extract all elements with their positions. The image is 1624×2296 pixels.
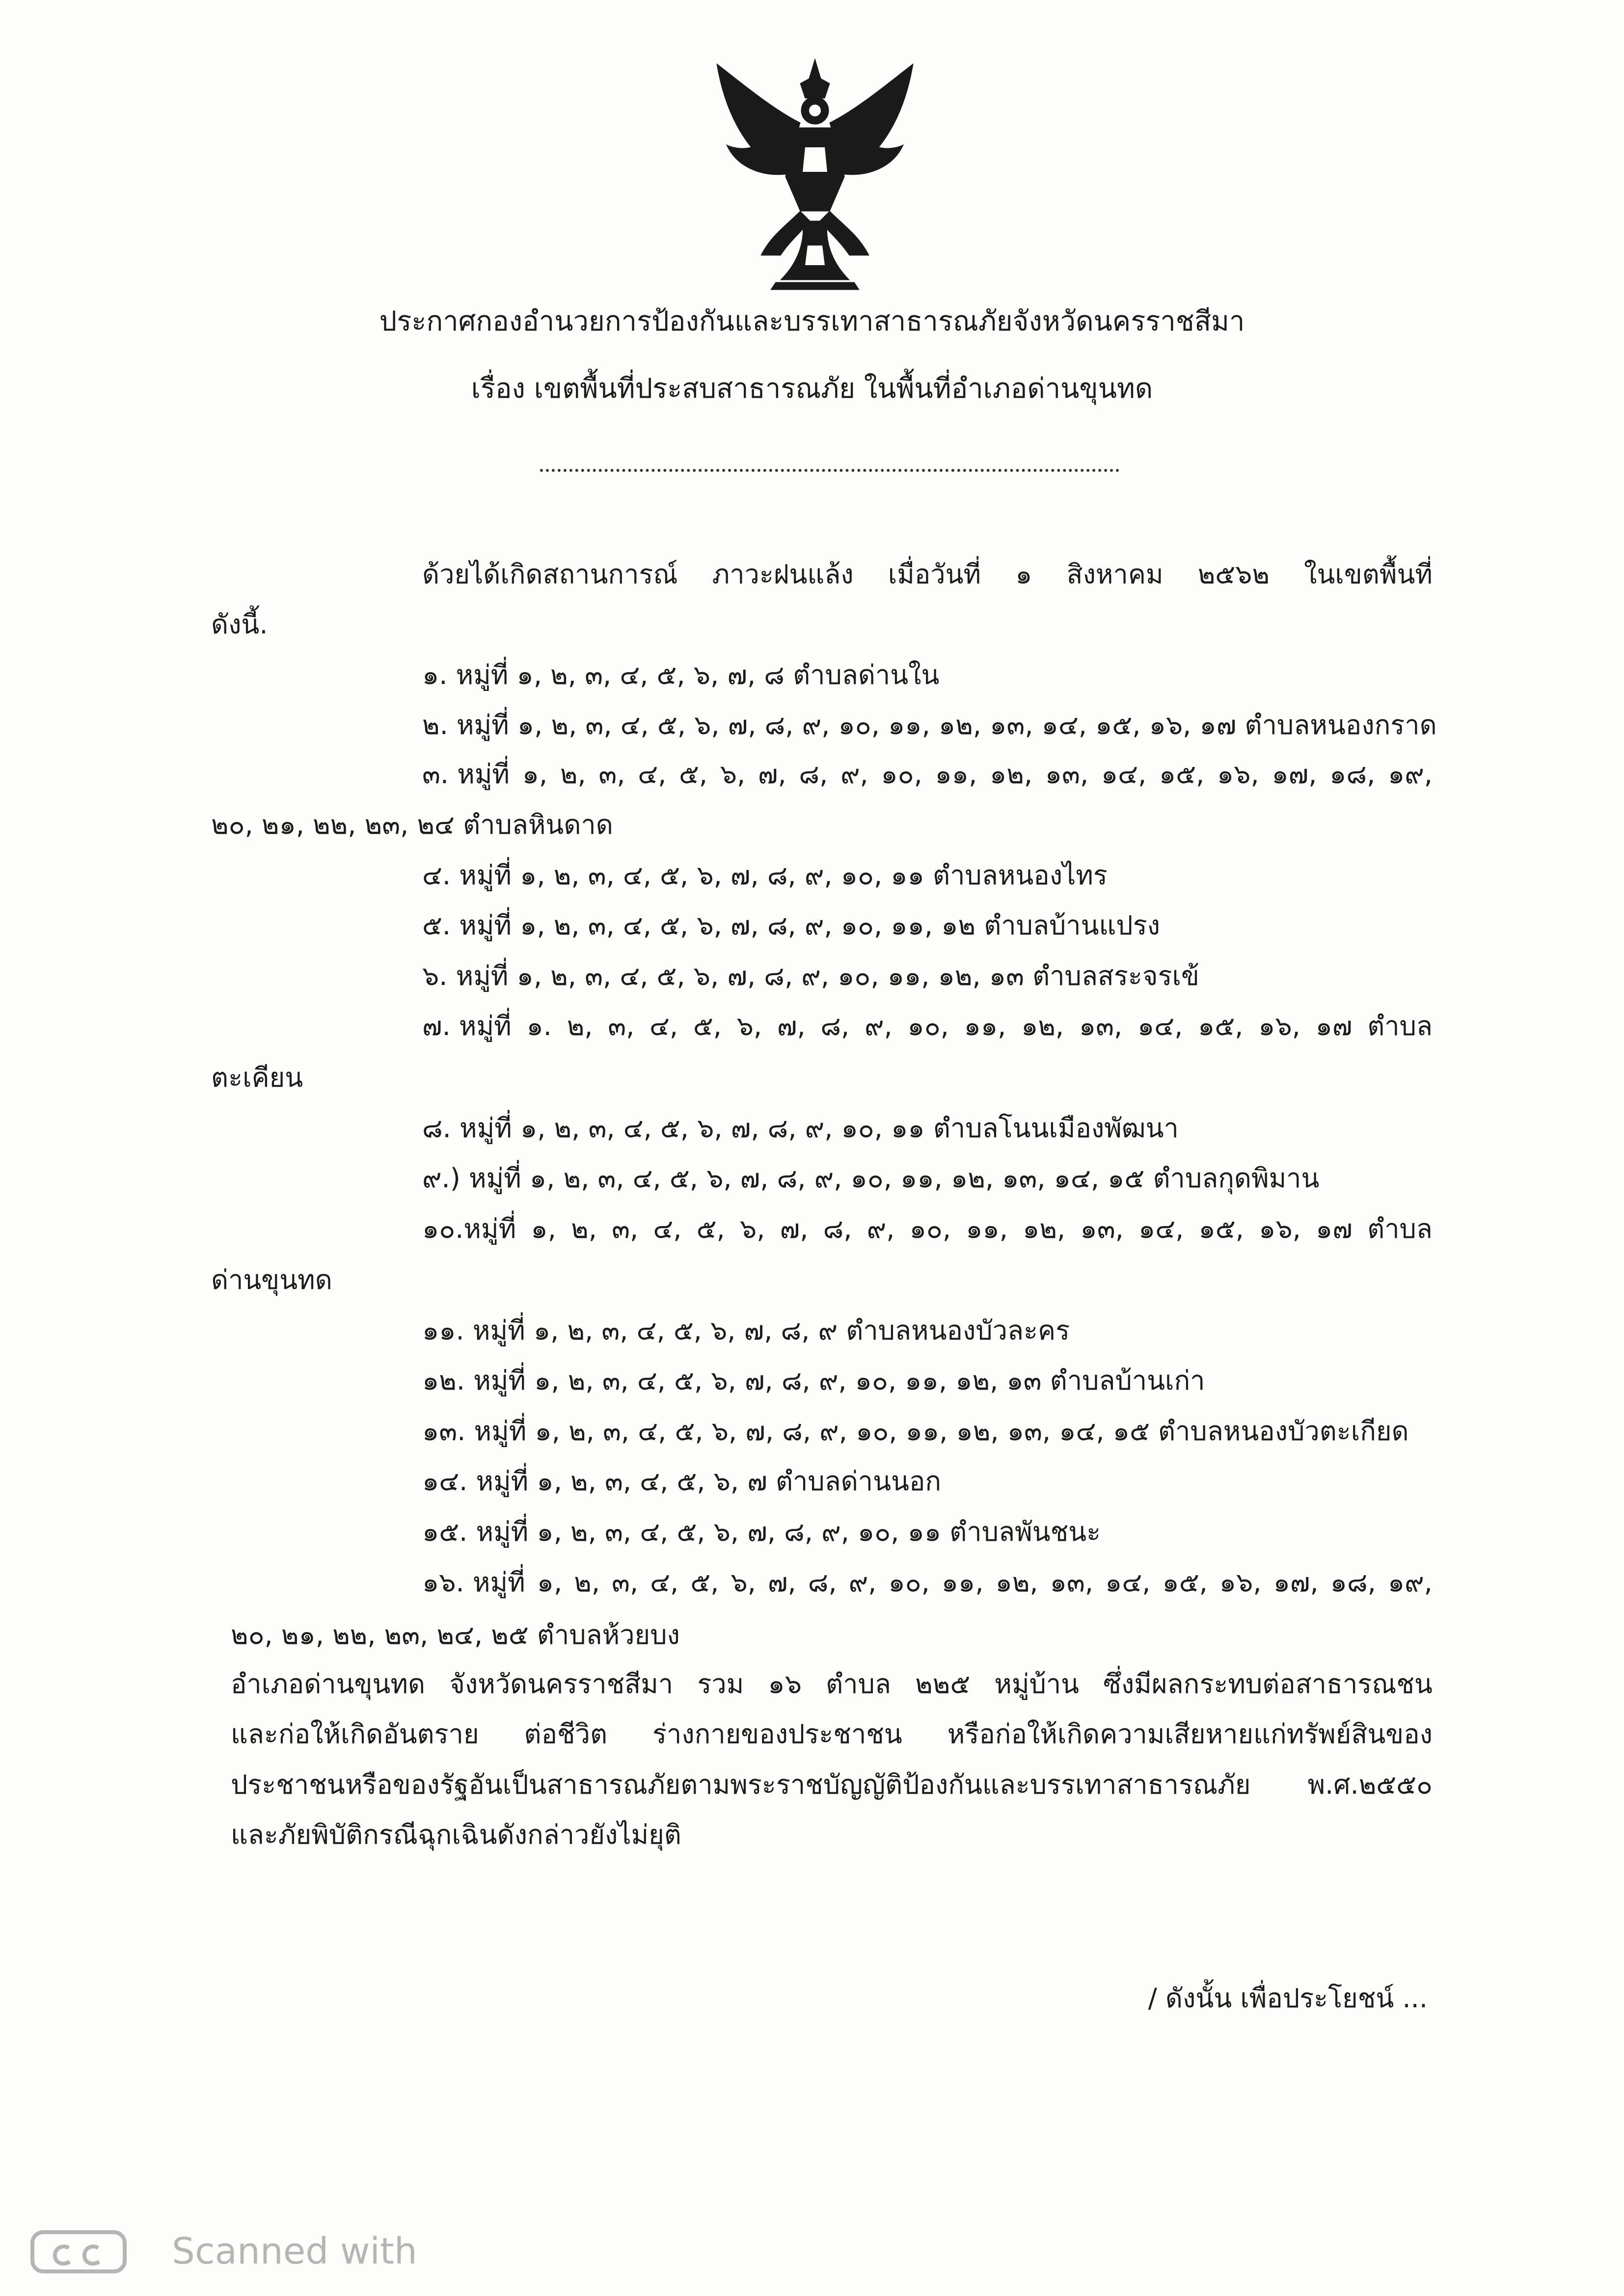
intro-word: เมื่อวันที่ xyxy=(888,559,981,590)
item-part: ๑๒, xyxy=(989,759,1033,790)
item-part: ๖, xyxy=(739,1213,765,1244)
intro-word: ภาวะฝนแล้ง xyxy=(712,559,854,590)
announcement-subject: เรื่อง เขตพื้นที่ประสบสาธารณภัย ในพื้นที่อำเภอด่านขุนทด xyxy=(471,373,1153,405)
item-part: ๑๐, xyxy=(909,1213,951,1244)
list-item: ๒. หมู่ที่ ๑, ๒, ๓, ๔, ๕, ๖, ๗, ๘, ๙, ๑๐, ๑๑, ๑๒, ๑๓, ๑๔, ๑๕, ๑๖, ๑๗ ตำบลหนองกราด xyxy=(422,710,1437,740)
item-part: ๖, xyxy=(720,759,746,790)
summary-line xyxy=(231,1665,1433,1704)
item-part: ๖, xyxy=(731,1567,756,1598)
item-part: ๑๑, xyxy=(964,1011,1006,1041)
summary-word: ร่างกายของประชาชน xyxy=(652,1719,902,1749)
item-part: ๒, xyxy=(571,1213,597,1244)
list-item: ๑๒. หมู่ที่ ๑, ๒, ๓, ๔, ๕, ๖, ๗, ๘, ๙, ๑๐, ๑๑, ๑๒, ๑๓ ตำบลบ้านเก่า xyxy=(422,1365,1205,1396)
intro-word: ๑ xyxy=(1015,559,1032,590)
camscanner-logo-icon xyxy=(29,2229,128,2273)
item-part: ๑๖, xyxy=(1259,1213,1301,1244)
item-part: ๑๑, xyxy=(935,759,977,790)
item-part: ๑๓, xyxy=(1050,1567,1094,1598)
intro-word: ในเขตพื้นที่ xyxy=(1304,559,1433,590)
item-part: ๔, xyxy=(650,1567,679,1598)
item-part: ๙, xyxy=(866,1213,895,1244)
item-part: ๗, xyxy=(777,1011,806,1041)
item-part: ๑๑, xyxy=(966,1213,1008,1244)
scanner-watermark xyxy=(25,2229,1596,2273)
item-part: ตำบล xyxy=(1367,1213,1433,1244)
item-part: ๓, xyxy=(598,759,625,790)
item-part: ๔, xyxy=(650,1011,678,1041)
list-item: ๑๕. หมู่ที่ ๑, ๒, ๓, ๔, ๕, ๖, ๗, ๘, ๙, ๑๐, ๑๑ ตำบลพันชนะ xyxy=(422,1516,1101,1547)
item-part: ๑๗ xyxy=(1315,1011,1353,1041)
list-item-continuation: ตะเคียน xyxy=(211,1062,303,1093)
item-part: ๕, xyxy=(696,1213,725,1244)
summary-word: ซึ่งมีผลกระทบต่อสาธารณชน xyxy=(1103,1668,1433,1699)
item-part: ๕, xyxy=(693,1011,722,1041)
item-part: ๓, xyxy=(612,1567,639,1598)
item-part: ๑๖. หมู่ที่ xyxy=(422,1567,525,1598)
summary-word: ประชาชนหรือของรัฐอันเป็นสาธารณภัยตามพระราชบัญญัติป้องกันและบรรเทาสาธารณภัย xyxy=(231,1769,1251,1800)
item-part: ๕, xyxy=(690,1567,719,1598)
summary-word: พ.ศ.๒๕๕๐ xyxy=(1307,1769,1433,1800)
intro-word: ด้วยได้เกิดสถานการณ์ xyxy=(422,559,678,590)
item-part: ๑๕, xyxy=(1159,759,1205,790)
item-part: ๑๗, xyxy=(1273,1567,1319,1598)
item-part: ๔, xyxy=(638,759,667,790)
item-part: ๑, xyxy=(537,1567,563,1598)
item-part: ๙, xyxy=(864,1011,893,1041)
item-part: ๑๓, xyxy=(1080,1213,1124,1244)
list-item: ๘. หมู่ที่ ๑, ๒, ๓, ๔, ๕, ๖, ๗, ๘, ๙, ๑๐, ๑๑ ตำบลโนนเมืองพัฒนา xyxy=(422,1113,1179,1144)
summary-word: ต่อชีวิต xyxy=(524,1719,608,1749)
item-part: ๑๓, xyxy=(1045,759,1089,790)
item-part: ๑๙, xyxy=(1387,759,1433,790)
item-part: ๑๐, xyxy=(907,1011,949,1041)
item-part: ๑๙, xyxy=(1387,1567,1433,1598)
item-part: ตำบล xyxy=(1367,1011,1433,1041)
intro-word: ๒๕๖๒ xyxy=(1197,559,1270,590)
item-part: ๑๐.หมู่ที่ xyxy=(422,1213,516,1244)
summary-word: และก่อให้เกิดอันตราย xyxy=(231,1719,479,1749)
list-item: ๑. หมู่ที่ ๑, ๒, ๓, ๔, ๕, ๖, ๗, ๘ ตำบลด่านใน xyxy=(422,659,940,690)
list-item xyxy=(422,1563,1433,1602)
item-part: ๘, xyxy=(808,1567,837,1598)
item-part: ๔, xyxy=(653,1213,682,1244)
item-part: ๒, xyxy=(574,1567,600,1598)
item-part: ๑๔, xyxy=(1101,759,1147,790)
item-part: ๗, xyxy=(758,759,786,790)
item-part: ๑, xyxy=(531,1213,556,1244)
item-part: ๗, xyxy=(780,1213,809,1244)
item-part: ๑๖, xyxy=(1217,759,1259,790)
item-part: ๘, xyxy=(799,759,828,790)
list-item-continuation: ๒๐, ๒๑, ๒๒, ๒๓, ๒๔ ตำบลหินดาด xyxy=(211,809,613,840)
summary-word: ๑๖ xyxy=(768,1668,802,1699)
item-part: ๑๕, xyxy=(1198,1213,1244,1244)
item-part: ๙, xyxy=(840,759,868,790)
summary-last-line: และภัยพิบัติกรณีฉุกเฉินดังกล่าวยังไม่ยุติ xyxy=(231,1819,681,1850)
summary-line xyxy=(231,1765,1433,1804)
item-part: ๓, xyxy=(612,1213,639,1244)
list-item: ๔. หมู่ที่ ๑, ๒, ๓, ๔, ๕, ๖, ๗, ๘, ๙, ๑๐, ๑๑ ตำบลหนองไทร xyxy=(422,860,1108,891)
item-part: ๓, xyxy=(608,1011,635,1041)
item-part: ๓. หมู่ที่ xyxy=(422,759,510,790)
item-part: ๗. หมู่ที่ xyxy=(422,1011,512,1041)
intro-continuation: ดังนี้. xyxy=(211,609,268,640)
summary-word: หมู่บ้าน xyxy=(994,1668,1080,1699)
summary-line xyxy=(231,1715,1433,1754)
item-part: ๑๐, xyxy=(881,759,922,790)
list-item xyxy=(422,1007,1433,1046)
item-part: ๙, xyxy=(848,1567,877,1598)
summary-word: รวม xyxy=(697,1668,744,1699)
item-part: ๑๒, xyxy=(1023,1213,1066,1244)
item-part: ๑๐, xyxy=(888,1567,930,1598)
list-item xyxy=(422,1209,1433,1249)
summary-word: จังหวัดนครราชสีมา xyxy=(449,1668,674,1699)
list-item: ๑๑. หมู่ที่ ๑, ๒, ๓, ๔, ๕, ๖, ๗, ๘, ๙ ตำบลหนองบัวละคร xyxy=(422,1315,1070,1346)
item-part: ๑๗, xyxy=(1272,759,1317,790)
item-part: ๑, xyxy=(522,759,548,790)
title-divider xyxy=(540,469,1119,472)
item-part: ๑๔, xyxy=(1138,1213,1184,1244)
intro-word: สิงหาคม xyxy=(1066,559,1164,590)
list-item: ๑๔. หมู่ที่ ๑, ๒, ๓, ๔, ๕, ๖, ๗ ตำบลด่านนอก xyxy=(422,1466,942,1497)
item-part: ๑๒, xyxy=(1021,1011,1064,1041)
list-item: ๑๓. หมู่ที่ ๑, ๒, ๓, ๔, ๕, ๖, ๗, ๘, ๙, ๑๐, ๑๑, ๑๒, ๑๓, ๑๔, ๑๕ ตำบลหนองบัวตะเกียด xyxy=(422,1416,1409,1447)
list-item: ๙.) หมู่ที่ ๑, ๒, ๓, ๔, ๕, ๖, ๗, ๘, ๙, ๑๐, ๑๑, ๑๒, ๑๓, ๑๔, ๑๕ ตำบลกุดพิมาน xyxy=(422,1163,1320,1194)
item-part: ๑๑, xyxy=(941,1567,984,1598)
item-part: ๒, xyxy=(560,759,586,790)
item-part: ๑๔, xyxy=(1137,1011,1183,1041)
item-part: ๒, xyxy=(567,1011,593,1041)
item-part: ๑๔, xyxy=(1105,1567,1151,1598)
item-part: ๑๘, xyxy=(1329,759,1376,790)
list-item-continuation: ด่านขุนทด xyxy=(211,1264,332,1295)
item-part: ๘, xyxy=(820,1011,850,1041)
item-part: ๑๖, xyxy=(1258,1011,1300,1041)
garuda-emblem-icon xyxy=(707,49,923,295)
list-item: ๕. หมู่ที่ ๑, ๒, ๓, ๔, ๕, ๖, ๗, ๘, ๙, ๑๐, ๑๑, ๑๒ ตำบลบ้านแปรง xyxy=(422,910,1160,941)
announcement-title: ประกาศกองอำนวยการป้องกันและบรรเทาสาธารณภัยจังหวัดนครราชสีมา xyxy=(379,305,1245,337)
list-item xyxy=(422,755,1433,794)
list-item: ๖. หมู่ที่ ๑, ๒, ๓, ๔, ๕, ๖, ๗, ๘, ๙, ๑๐, ๑๑, ๑๒, ๑๓ ตำบลสระจรเข้ xyxy=(422,960,1199,991)
item-part: ๑๕, xyxy=(1198,1011,1244,1041)
summary-word: ๒๒๕ xyxy=(915,1668,971,1699)
item-part: ๑๗ xyxy=(1316,1213,1353,1244)
item-part: ๘, xyxy=(823,1213,852,1244)
continuation-note: / ดังนั้น เพื่อประโยชน์ ... xyxy=(1148,1983,1428,2014)
item-part: ๑๕, xyxy=(1162,1567,1208,1598)
item-part: ๖, xyxy=(736,1011,762,1041)
item-part: ๑๒, xyxy=(995,1567,1038,1598)
summary-word: อำเภอด่านขุนทด xyxy=(231,1668,426,1699)
item-part: ๑๖, xyxy=(1219,1567,1262,1598)
item-part: ๗, xyxy=(767,1567,796,1598)
item-part: ๑๓, xyxy=(1079,1011,1123,1041)
item-part: ๑. xyxy=(526,1011,552,1041)
summary-word: ตำบล xyxy=(826,1668,891,1699)
scanner-text: Scanned with xyxy=(172,2230,417,2272)
list-item-continuation: ๒๐, ๒๑, ๒๒, ๒๓, ๒๔, ๒๕ ตำบลห้วยบง xyxy=(231,1619,680,1650)
summary-word: หรือก่อให้เกิดความเสียหายแก่ทรัพย์สินของ xyxy=(947,1719,1433,1749)
item-part: ๑๘, xyxy=(1330,1567,1376,1598)
intro-line xyxy=(422,555,1433,594)
item-part: ๕, xyxy=(678,759,708,790)
